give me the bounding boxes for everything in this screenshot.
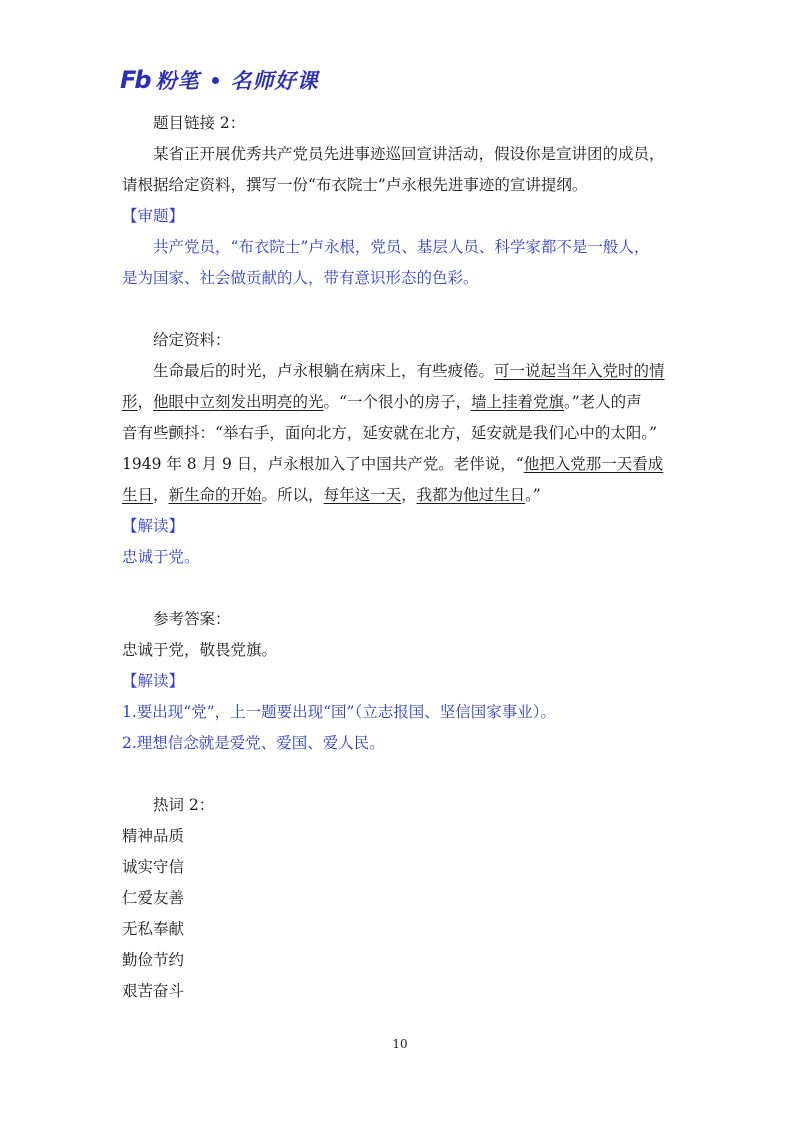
hot-word: 无私奉献 — [122, 920, 185, 938]
brand-mark: Fb — [120, 66, 150, 94]
material-text: 1949 年 8 月 9 日，卢永根加入了中国共产党。老伴说，“ — [122, 455, 524, 473]
material-line-4 — [122, 449, 688, 480]
section-title-answer: 参考答案： — [153, 610, 231, 628]
brand-name: 粉笔 — [155, 69, 200, 93]
material-text: 生命最后的时光，卢永根躺在病床上，有些疲倦。 — [153, 362, 495, 380]
material-text: 。所以， — [261, 486, 324, 504]
underlined-phrase: 他把入党那一天看成 — [523, 455, 664, 473]
hot-word: 仁爱友善 — [122, 889, 185, 907]
hot-word: 精神品质 — [122, 827, 185, 845]
material-text: 。“一个很小的房子， — [323, 393, 471, 411]
answer-text: 忠诚于党，敬畏党旗。 — [122, 641, 278, 659]
material-line-2 — [122, 387, 688, 418]
page-number: 10 — [392, 1037, 408, 1051]
document-body — [122, 108, 688, 1007]
section-title-material: 给定资料： — [153, 331, 231, 349]
material-text: ， — [401, 486, 417, 504]
tag-analysis: 【审题】 — [122, 207, 185, 225]
brand-subtitle: 名师好课 — [230, 69, 319, 93]
material-line-1 — [122, 356, 688, 387]
hot-word: 诚实守信 — [122, 858, 185, 876]
tag-interpretation-2: 【解读】 — [122, 672, 185, 690]
tag-interpretation: 【解读】 — [122, 517, 185, 535]
material-text: 。”老人的声 — [564, 393, 642, 411]
question-line-1: 某省正开展优秀共产党员先进事迹巡回宣讲活动，假设你是宣讲团的成员， — [153, 145, 665, 163]
underlined-phrase: 他眼中立刻发出明亮的光 — [153, 393, 324, 411]
section-title-question: 题目链接 2： — [153, 114, 246, 132]
underlined-phrase: 我都为他过生日 — [416, 486, 526, 504]
interpretation-text: 忠诚于党。 — [122, 548, 200, 566]
analysis-line-2: 是为国家、社会做贡献的人，带有意识形态的色彩。 — [122, 269, 479, 287]
underlined-phrase: 新生命的开始 — [168, 486, 262, 504]
underlined-phrase: 墙上挂着党旗 — [470, 393, 564, 411]
brand-logo — [120, 66, 319, 94]
underlined-phrase: 可一说起当年入党时的情 — [494, 362, 665, 380]
interpretation-point-1: 1.要出现“党”，上一题要出现“国”（立志报国、坚信国家事业）。 — [122, 703, 556, 721]
brand-separator-dot — [212, 77, 219, 84]
underlined-phrase: 每年这一天 — [323, 486, 402, 504]
analysis-line-1: 共产党员，“布衣院士”卢永根，党员、基层人员、科学家都不是一般人， — [153, 238, 650, 256]
section-title-hotwords: 热词 2： — [153, 796, 215, 814]
material-text: ， — [153, 486, 169, 504]
question-line-2: 请根据给定资料，撰写一份“布衣院士”卢永根先进事迹的宣讲提纲。 — [122, 176, 588, 194]
interpretation-point-2: 2.理想信念就是爱党、爱国、爱人民。 — [122, 734, 385, 752]
material-text: 。” — [525, 486, 541, 504]
material-text: ， — [137, 393, 154, 411]
hot-word: 勤俭节约 — [122, 951, 185, 969]
material-line-3: 音有些颤抖：“举右手，面向北方，延安就在北方，延安就是我们心中的太阳。” — [122, 424, 658, 442]
underlined-phrase: 形 — [122, 393, 138, 411]
hot-word: 艰苦奋斗 — [122, 982, 185, 1000]
material-line-5 — [122, 480, 688, 511]
underlined-phrase: 生日 — [122, 486, 154, 504]
